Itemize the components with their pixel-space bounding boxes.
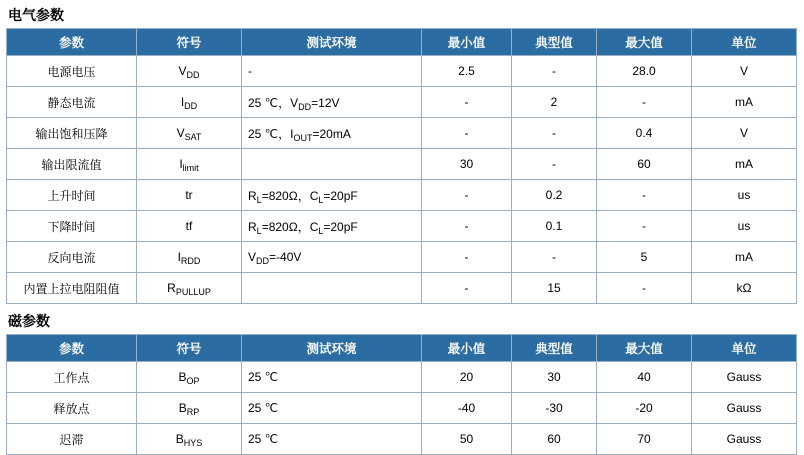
symbol-subscript: PULLUP [175, 287, 211, 297]
cell-typ: - [512, 242, 597, 273]
table-header-row [7, 335, 797, 362]
cell-param: 内置上拉电阻阻值 [7, 273, 137, 304]
cell-max: 28.0 [597, 56, 692, 87]
cell-unit: V [692, 118, 797, 149]
cell-max: 0.4 [597, 118, 692, 149]
cell-condition [242, 242, 422, 273]
table-row [7, 424, 797, 455]
symbol-base: V [178, 64, 187, 78]
cell-typ: - [512, 56, 597, 87]
table-row [7, 87, 797, 118]
cell-unit: V [692, 56, 797, 87]
column-header-unit: 单位 [692, 29, 797, 56]
symbol-subscript: SAT [184, 132, 202, 142]
cond-subscript: L [256, 194, 262, 205]
cell-param: 工作点 [7, 362, 137, 393]
cell-symbol [137, 87, 242, 118]
table-row [7, 362, 797, 393]
cell-condition [242, 180, 422, 211]
cond-subscript: L [256, 225, 262, 236]
cell-min: - [422, 211, 512, 242]
symbol-base: I [177, 250, 181, 264]
cell-unit: mA [692, 242, 797, 273]
cell-param: 静态电流 [7, 87, 137, 118]
column-header-param: 参数 [7, 29, 137, 56]
symbol-base: B [178, 370, 187, 384]
cell-typ: 0.1 [512, 211, 597, 242]
column-header-max: 最大值 [597, 29, 692, 56]
cond-subscript: OUT [293, 132, 313, 143]
cell-param: 上升时间 [7, 180, 137, 211]
symbol-subscript: RP [186, 407, 200, 417]
cell-typ: - [512, 149, 597, 180]
column-header-param: 参数 [7, 335, 137, 362]
cell-min: - [422, 87, 512, 118]
table-header-row [7, 29, 797, 56]
cond-tail: =-40V [269, 250, 302, 264]
cell-typ: 0.2 [512, 180, 597, 211]
cell-condition [242, 87, 422, 118]
cell-min: - [422, 273, 512, 304]
symbol-subscript: DD [184, 101, 198, 111]
column-header-typ: 典型值 [512, 29, 597, 56]
cond-text: 25 ℃，I [248, 126, 294, 141]
column-header-min: 最小值 [422, 29, 512, 56]
table-row [7, 180, 797, 211]
cond-subscript-2: L [318, 225, 324, 236]
symbol-subscript: HYS [183, 438, 203, 448]
cell-unit: us [692, 180, 797, 211]
column-header-condition: 测试环境 [242, 29, 422, 56]
cond-text: R [248, 219, 257, 234]
cell-max: 40 [597, 362, 692, 393]
section-title-magnetic: 磁参数 [8, 313, 50, 329]
column-header-symbol: 符号 [137, 29, 242, 56]
cell-typ: -30 [512, 393, 597, 424]
cell-condition: 25 ℃ [242, 424, 422, 455]
cell-max: 5 [597, 242, 692, 273]
column-header-condition: 测试环境 [242, 335, 422, 362]
cond-mid: =820Ω，C [261, 188, 319, 203]
cell-min: 30 [422, 149, 512, 180]
cell-unit: us [692, 211, 797, 242]
cell-min: - [422, 242, 512, 273]
cell-typ: 60 [512, 424, 597, 455]
cell-min: 20 [422, 362, 512, 393]
cell-param: 输出饱和压降 [7, 118, 137, 149]
column-header-max: 最大值 [597, 335, 692, 362]
cell-typ: 2 [512, 87, 597, 118]
column-header-symbol: 符号 [137, 335, 242, 362]
cell-max: - [597, 87, 692, 118]
cell-max: - [597, 180, 692, 211]
cell-max: -20 [597, 393, 692, 424]
cond-mid: =820Ω，C [261, 219, 319, 234]
cond-subscript: DD [298, 101, 312, 112]
cell-symbol [137, 273, 242, 304]
cond-text: 25 ℃，V [248, 95, 299, 110]
cell-condition: - [242, 56, 422, 87]
symbol-base: I [180, 95, 185, 109]
symbol-subscript: DD [186, 70, 200, 80]
cond-tail: =20pF [323, 188, 358, 203]
cell-symbol [137, 118, 242, 149]
symbol-base: B [178, 401, 187, 415]
electrical-parameters-table [6, 28, 797, 304]
cell-condition [242, 149, 422, 180]
magnetic-parameters-table [6, 334, 797, 455]
cell-unit: mA [692, 87, 797, 118]
cell-param: 释放点 [7, 393, 137, 424]
cell-param: 下降时间 [7, 211, 137, 242]
cell-unit: Gauss [692, 393, 797, 424]
table-row [7, 211, 797, 242]
cell-min: - [422, 180, 512, 211]
cell-param: 电源电压 [7, 56, 137, 87]
cell-typ: - [512, 118, 597, 149]
column-header-typ: 典型值 [512, 335, 597, 362]
cell-param: 反向电流 [7, 242, 137, 273]
table-row [7, 242, 797, 273]
cond-tail: =20pF [323, 219, 358, 234]
cell-unit: Gauss [692, 362, 797, 393]
table-row [7, 118, 797, 149]
cell-unit: mA [692, 149, 797, 180]
symbol-base: R [167, 281, 176, 295]
cond-subscript-2: L [318, 194, 324, 205]
column-header-min: 最小值 [422, 335, 512, 362]
symbol-base: B [175, 432, 184, 446]
cell-symbol [137, 362, 242, 393]
section-title-electrical: 电气参数 [8, 7, 64, 23]
cell-symbol: tf [137, 211, 242, 242]
cell-condition [242, 211, 422, 242]
symbol-subscript: limit [182, 163, 199, 173]
cell-symbol [137, 424, 242, 455]
cell-param: 迟滞 [7, 424, 137, 455]
cond-text: R [248, 188, 257, 203]
symbol-base: I [179, 157, 183, 171]
cell-unit: kΩ [692, 273, 797, 304]
cell-condition [242, 273, 422, 304]
cell-param: 输出限流值 [7, 149, 137, 180]
cell-condition: 25 ℃ [242, 362, 422, 393]
cell-min: 2.5 [422, 56, 512, 87]
cell-symbol [137, 56, 242, 87]
cell-symbol: tr [137, 180, 242, 211]
symbol-base: V [176, 126, 185, 140]
cell-condition [242, 118, 422, 149]
cell-typ: 30 [512, 362, 597, 393]
cell-max: - [597, 273, 692, 304]
cell-min: -40 [422, 393, 512, 424]
cell-min: 50 [422, 424, 512, 455]
symbol-subscript: OP [186, 376, 200, 386]
cell-min: - [422, 118, 512, 149]
cell-unit: Gauss [692, 424, 797, 455]
cell-max: 70 [597, 424, 692, 455]
cond-subscript: DD [256, 256, 270, 266]
cell-max: 60 [597, 149, 692, 180]
symbol-subscript: RDD [180, 256, 201, 266]
cond-tail: =20mA [312, 126, 351, 141]
cell-symbol [137, 242, 242, 273]
cell-symbol [137, 393, 242, 424]
cell-symbol [137, 149, 242, 180]
cell-condition: 25 ℃ [242, 393, 422, 424]
cell-max: - [597, 211, 692, 242]
table-row [7, 56, 797, 87]
table-row [7, 273, 797, 304]
cell-typ: 15 [512, 273, 597, 304]
cond-tail: =12V [311, 95, 340, 110]
table-row [7, 393, 797, 424]
table-row [7, 149, 797, 180]
column-header-unit: 单位 [692, 335, 797, 362]
cond-text: V [248, 250, 257, 264]
